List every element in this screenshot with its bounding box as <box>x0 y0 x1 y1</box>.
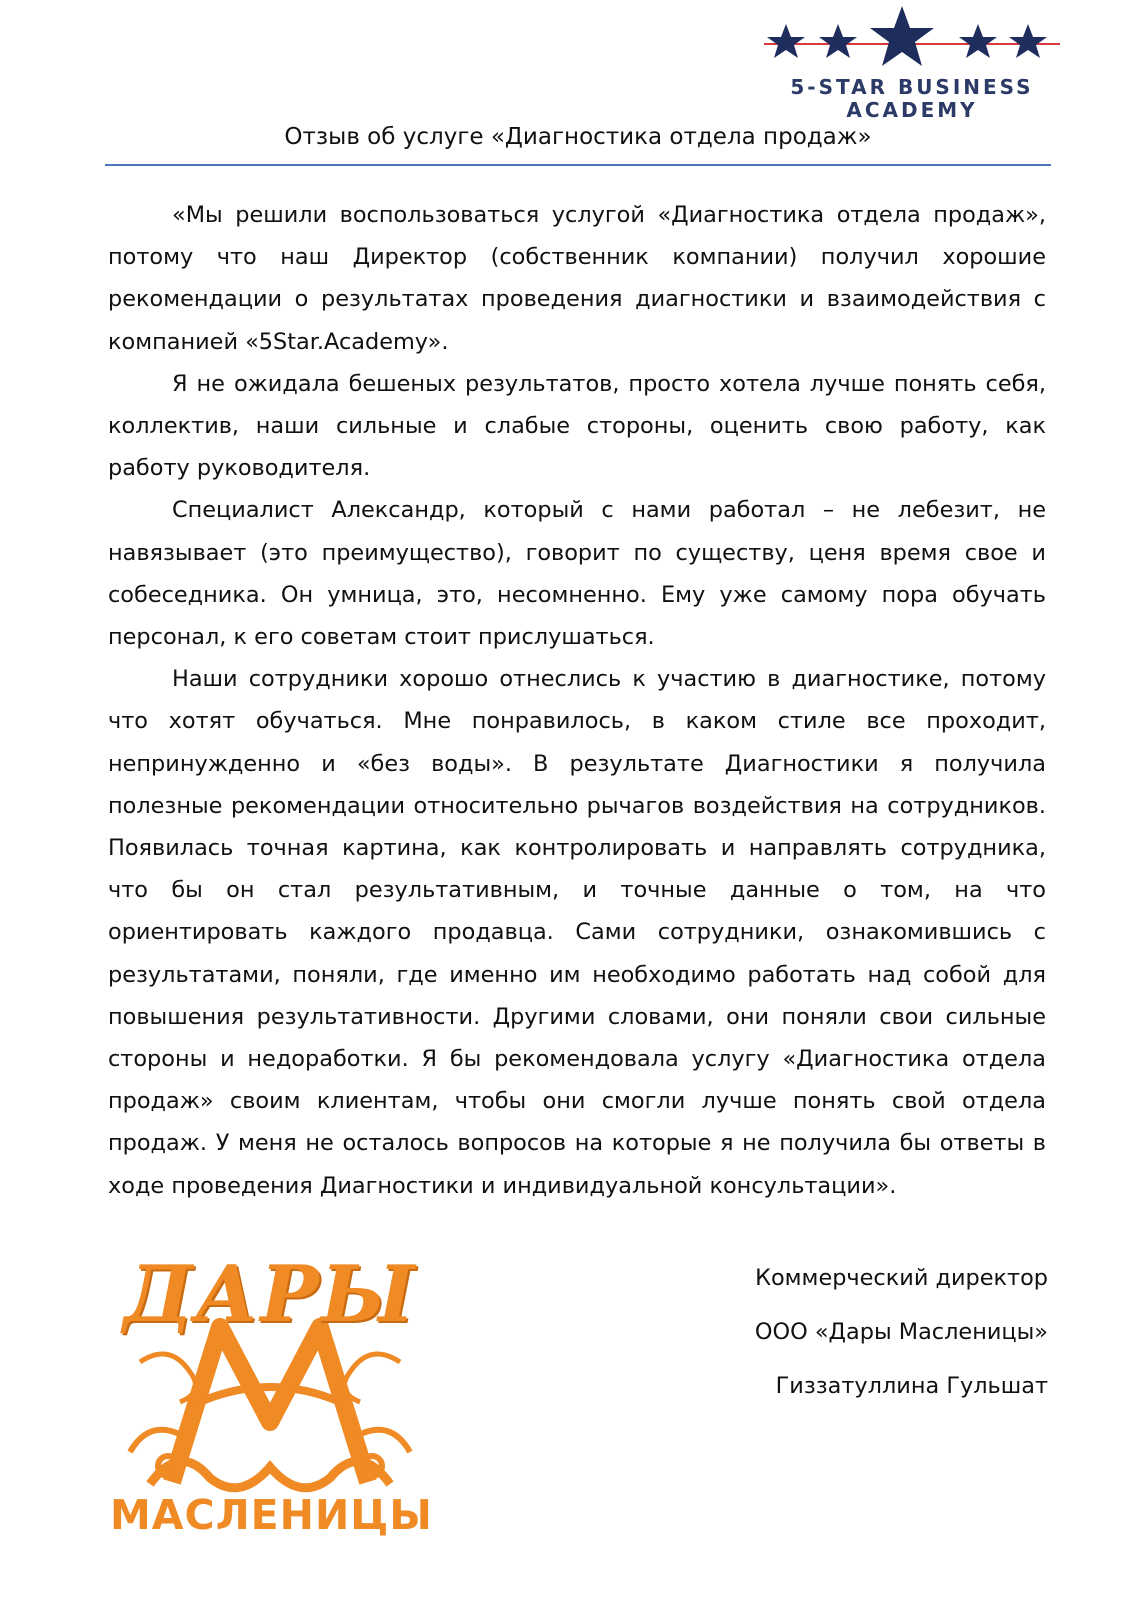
title-divider <box>105 164 1051 166</box>
star-icon <box>1009 24 1047 58</box>
five-stars-icon <box>762 6 1062 76</box>
star-icon <box>767 24 805 58</box>
document-title: Отзыв об услуге «Диагностика отдела продаж» <box>284 124 872 150</box>
star-icon <box>819 24 857 58</box>
paragraph: Я не ожидала бешеных результатов, просто хотела лучше понять себя, коллектив, наши сильные и слабые стороны, оценить свою работу, как работу руководителя. <box>108 370 1046 482</box>
signer-company: ООО «Дары Масленицы» <box>754 1319 1048 1345</box>
5-star-academy-logo <box>762 6 1062 122</box>
logo-word-bottom: МАСЛЕНИЦЫ <box>110 1491 433 1539</box>
logo-word-top: ДАРЫ <box>123 1249 417 1340</box>
paragraph: «Мы решили воспользоваться услугой «Диагностика отдела продаж», потому что наш Директор (собственник компании) получил хорошие рекомендации о результатах проведения диагностики и взаимодействия с компанией «5Star.Academy». <box>108 202 1046 355</box>
paragraph: Специалист Александр, который с нами работал – не лебезит, не навязывает (это преимущество), говорит по существу, ценя время свое и собеседника. Он умница, это, несомненно. Ему уже самому пора обучать персонал, к его советам стоит прислушаться. <box>108 497 1046 651</box>
signature-block <box>640 1258 1048 1420</box>
review-body <box>108 194 1046 1207</box>
logo-line-2: ACADEMY <box>846 98 978 122</box>
signer-position: Коммерческий директор <box>755 1265 1048 1291</box>
dary-maslenitsy-logo <box>110 1249 433 1542</box>
signer-name: Гиззатуллина Гульшат <box>775 1373 1048 1399</box>
star-icon <box>870 6 934 66</box>
paragraph: Наши сотрудники хорошо отнеслись к участию в диагностике, потому что хотят обучаться. Мне понравилось, в каком стиле все проходит, непринужденно и «без воды». В результате Диагностики я получила полезные рекомендации относительно рычагов воздействия на сотрудников. Появилась точная картина, как контролировать и направлять сотрудника, что бы он стал результативным, и точные данные о том, на что ориентировать каждого продавца. Сами сотрудники, ознакомившись с результатами, поняли, где именно им необходимо работать над собой для повышения результативности. Другими словами, они поняли свои сильные стороны и недоработки. Я бы рекомендовала услугу «Диагностика отдела продаж» своим клиентам, чтобы они смогли лучше понять свой отдела продаж. У меня не осталось вопросов на которые я не получила бы ответы в ходе проведения Диагностики и индивидуальной консультации». <box>108 666 1046 1199</box>
logo-line-1: 5-STAR BUSINESS <box>790 75 1034 99</box>
star-icon <box>959 24 997 58</box>
